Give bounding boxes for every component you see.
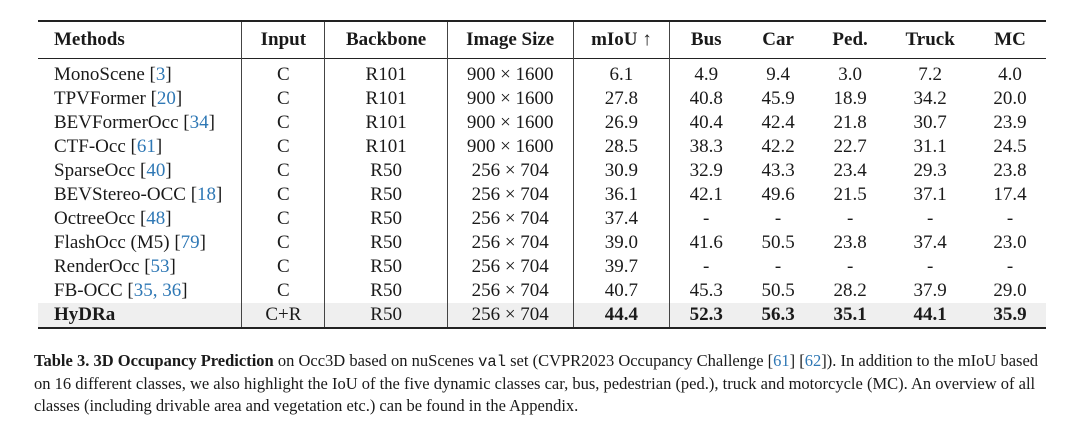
miou-cell: 30.9 — [573, 159, 670, 183]
col-header-miou: mIoU ↑ — [573, 21, 670, 59]
bus-cell: 41.6 — [689, 232, 723, 253]
ped-cell: 22.7 — [833, 136, 867, 157]
input-cell: C — [242, 183, 325, 207]
table-row — [38, 135, 1046, 159]
image-size-cell: 256 × 704 — [447, 207, 573, 231]
truck-cell: 44.1 — [886, 303, 974, 328]
col-header-car: Car — [762, 29, 794, 50]
col-header-ped: Ped. — [832, 29, 868, 50]
car-cell: 42.4 — [761, 112, 795, 133]
mc-cell: 17.4 — [993, 184, 1027, 205]
bus-cell: 45.3 — [689, 280, 723, 301]
citation-link[interactable]: 40 — [146, 160, 166, 181]
caption-text-3: ] [ — [789, 351, 805, 370]
bus-cell: - — [703, 256, 710, 277]
miou-cell: 36.1 — [573, 183, 670, 207]
backbone-cell: R101 — [325, 111, 447, 135]
method-name: MonoScene [3] — [38, 59, 242, 88]
method-label: RenderOcc — [54, 256, 140, 277]
ped-cell: 28.2 — [833, 280, 867, 301]
bus-cell: - — [703, 208, 710, 229]
ped-cell: 18.9 — [833, 88, 867, 109]
truck-cell: 37.4 — [913, 232, 947, 253]
table-row — [38, 159, 1046, 183]
method-label: MonoScene — [54, 64, 145, 85]
miou-cell: 27.8 — [573, 87, 670, 111]
car-cell: 43.3 — [761, 160, 795, 181]
table-row — [38, 207, 1046, 231]
bus-cell: 40.8 — [689, 88, 723, 109]
caption-title: 3D Occupancy Prediction — [93, 351, 274, 370]
method-label: BEVStereo-OCC — [54, 184, 186, 205]
method-name: SparseOcc [40] — [38, 159, 242, 183]
miou-cell: 37.4 — [573, 207, 670, 231]
image-size-cell: 256 × 704 — [447, 231, 573, 255]
car-cell: - — [774, 208, 782, 229]
miou-cell: 39.0 — [573, 231, 670, 255]
backbone-cell: R50 — [325, 279, 447, 303]
image-size-cell: 900 × 1600 — [447, 87, 573, 111]
method-name: BEVFormerOcc [34] — [38, 111, 242, 135]
method-label: FlashOcc (M5) — [54, 232, 170, 253]
method-name: HyDRa — [38, 303, 242, 328]
car-cell: 45.9 — [761, 88, 795, 109]
mc-cell: 29.0 — [993, 280, 1027, 301]
car-cell: 50.5 — [761, 232, 795, 253]
truck-cell: 30.7 — [913, 112, 947, 133]
car-cell: - — [774, 256, 782, 277]
truck-cell: 34.2 — [913, 88, 947, 109]
citation-link[interactable]: 61 — [136, 136, 156, 157]
image-size-cell: 900 × 1600 — [447, 59, 573, 88]
ped-cell: 35.1 — [814, 303, 886, 328]
image-size-cell: 256 × 704 — [447, 279, 573, 303]
backbone-cell: R50 — [325, 255, 447, 279]
method-name: CTF-Occ [61] — [38, 135, 242, 159]
table-caption — [34, 350, 1054, 417]
caption-text-1: on Occ3D based on nuScenes — [273, 351, 479, 370]
method-label: TPVFormer — [54, 88, 146, 109]
input-cell: C — [242, 231, 325, 255]
method-label: CTF-Occ — [54, 136, 126, 157]
citation-link[interactable]: 35, 36 — [133, 280, 182, 301]
table-body — [38, 59, 1046, 329]
bus-cell: 38.3 — [689, 136, 723, 157]
method-name: TPVFormer [20] — [38, 87, 242, 111]
citation-link[interactable]: 34 — [189, 112, 209, 133]
bus-cell: 42.1 — [689, 184, 723, 205]
method-name: FB-OCC [35, 36] — [38, 279, 242, 303]
truck-cell: - — [926, 208, 934, 229]
citation-link[interactable]: 3 — [155, 64, 166, 85]
ped-cell: 23.8 — [833, 232, 867, 253]
table-row — [38, 255, 1046, 279]
miou-cell: 40.7 — [573, 279, 670, 303]
image-size-cell: 256 × 704 — [447, 255, 573, 279]
method-name: FlashOcc (M5) [79] — [38, 231, 242, 255]
miou-cell: 44.4 — [573, 303, 670, 328]
results-table — [38, 20, 1046, 329]
caption-code: val — [478, 353, 507, 371]
mc-cell: 23.9 — [993, 112, 1027, 133]
car-cell: 49.6 — [761, 184, 795, 205]
ped-cell: 21.5 — [833, 184, 867, 205]
method-label: FB-OCC — [54, 280, 123, 301]
table-row-hydra — [38, 303, 1046, 328]
input-cell: C — [242, 255, 325, 279]
table-row — [38, 111, 1046, 135]
ped-cell: 23.4 — [833, 160, 867, 181]
table-row — [38, 87, 1046, 111]
bus-cell: 4.9 — [694, 64, 719, 85]
image-size-cell: 256 × 704 — [447, 183, 573, 207]
mc-cell: 24.5 — [993, 136, 1027, 157]
truck-cell: 31.1 — [913, 136, 947, 157]
miou-cell: 39.7 — [573, 255, 670, 279]
caption-label: Table 3. — [34, 351, 90, 370]
miou-cell: 26.9 — [573, 111, 670, 135]
method-label: BEVFormerOcc — [54, 112, 179, 133]
col-header-image-size: Image Size — [447, 21, 573, 59]
backbone-cell: R50 — [325, 207, 447, 231]
caption-cite-62[interactable]: 62 — [804, 351, 822, 370]
mc-cell: 20.0 — [993, 88, 1027, 109]
col-header-truck: Truck — [905, 29, 955, 50]
backbone-cell: R50 — [325, 159, 447, 183]
col-header-input: Input — [242, 21, 325, 59]
image-size-cell: 900 × 1600 — [447, 111, 573, 135]
backbone-cell: R101 — [325, 135, 447, 159]
mc-cell: 23.0 — [993, 232, 1027, 253]
bus-cell: 32.9 — [689, 160, 723, 181]
truck-cell: 37.1 — [913, 184, 947, 205]
backbone-cell: R101 — [325, 59, 447, 88]
miou-cell: 6.1 — [573, 59, 670, 88]
bus-cell: 40.4 — [689, 112, 723, 133]
col-header-mc: MC — [994, 29, 1026, 50]
bus-cell: 52.3 — [670, 303, 742, 328]
col-header-methods: Methods — [38, 21, 242, 59]
ped-cell: 3.0 — [838, 64, 862, 85]
backbone-cell: R101 — [325, 87, 447, 111]
input-cell: C — [242, 87, 325, 111]
input-cell: C — [242, 135, 325, 159]
method-name: BEVStereo-OCC [18] — [38, 183, 242, 207]
table-row — [38, 59, 1046, 88]
mc-cell: 4.0 — [998, 64, 1022, 85]
car-cell: 50.5 — [761, 280, 795, 301]
citation-link[interactable]: 20 — [156, 88, 176, 109]
ped-cell: - — [846, 256, 854, 277]
table-row — [38, 231, 1046, 255]
citation-link[interactable]: 79 — [180, 232, 200, 253]
miou-cell: 28.5 — [573, 135, 670, 159]
mc-cell: - — [1006, 256, 1014, 277]
method-name: RenderOcc [53] — [38, 255, 242, 279]
caption-text-4: ]). In addition to the mIoU based on 16 different classes, we also highlight the IoU of the five dynamic classes car, bus, pedestrian (ped.), truck and motorcycle (MC). An overview of all classes (including drivable area and vegetation etc.) can be found in the Appendix. — [34, 351, 1039, 415]
backbone-cell: R50 — [325, 303, 447, 328]
citation-link[interactable]: 53 — [150, 256, 170, 277]
mc-cell: - — [1006, 208, 1014, 229]
col-header-bus: Bus — [690, 29, 722, 50]
citation-link[interactable]: 48 — [146, 208, 166, 229]
col-header-backbone: Backbone — [325, 21, 447, 59]
input-cell: C — [242, 207, 325, 231]
caption-cite-61[interactable]: 61 — [773, 351, 790, 370]
method-name: OctreeOcc [48] — [38, 207, 242, 231]
input-cell: C — [242, 59, 325, 88]
table-row — [38, 279, 1046, 303]
caption-text-2: set (CVPR2023 Occupancy Challenge [ — [506, 351, 774, 370]
input-cell: C+R — [242, 303, 325, 328]
method-label: SparseOcc — [54, 160, 136, 181]
truck-cell: 29.3 — [913, 160, 947, 181]
car-cell: 56.3 — [742, 303, 814, 328]
mc-cell: 35.9 — [974, 303, 1046, 328]
table-row — [38, 183, 1046, 207]
backbone-cell: R50 — [325, 183, 447, 207]
image-size-cell: 900 × 1600 — [447, 135, 573, 159]
ped-cell: 21.8 — [833, 112, 867, 133]
method-label: OctreeOcc — [54, 208, 136, 229]
input-cell: C — [242, 159, 325, 183]
mc-cell: 23.8 — [993, 160, 1027, 181]
image-size-cell: 256 × 704 — [447, 303, 573, 328]
truck-cell: - — [926, 256, 934, 277]
truck-cell: 7.2 — [918, 64, 942, 85]
truck-cell: 37.9 — [913, 280, 947, 301]
input-cell: C — [242, 279, 325, 303]
ped-cell: - — [846, 208, 854, 229]
input-cell: C — [242, 111, 325, 135]
car-cell: 9.4 — [766, 64, 790, 85]
image-size-cell: 256 × 704 — [447, 159, 573, 183]
backbone-cell: R50 — [325, 231, 447, 255]
header-row — [38, 21, 1046, 59]
car-cell: 42.2 — [761, 136, 795, 157]
citation-link[interactable]: 18 — [197, 184, 217, 205]
